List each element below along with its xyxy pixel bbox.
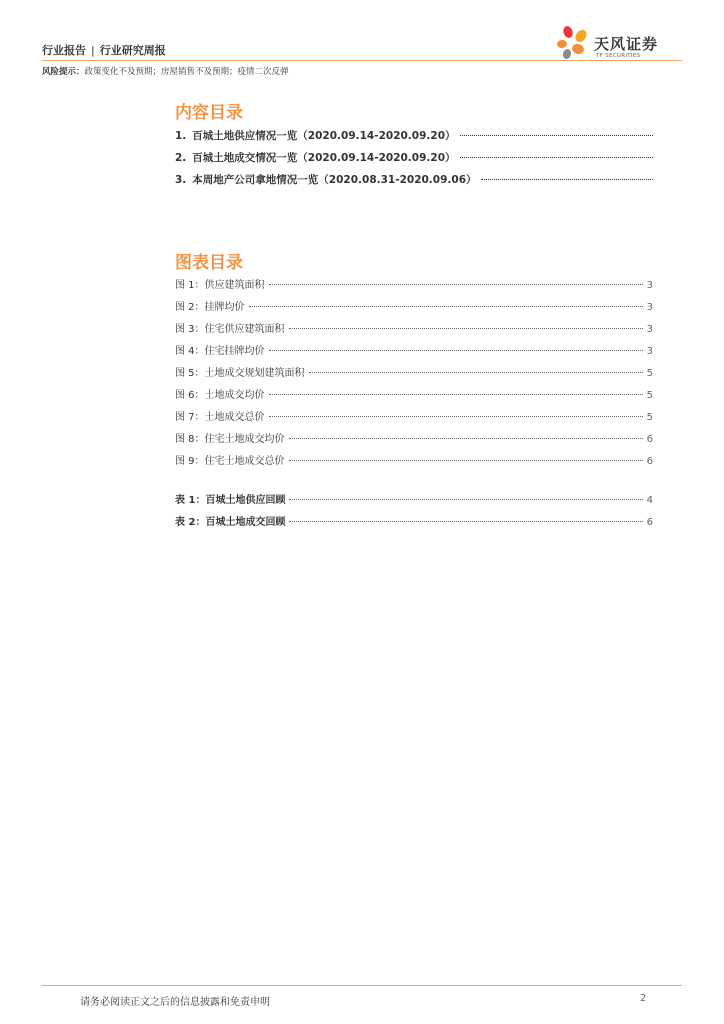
company-subtitle: TF SECURITIES [596,53,641,59]
figure-item[interactable] [175,452,653,474]
figure-item-label: 图 5：土地成交规划建筑面积 [175,368,305,379]
contents-item[interactable] [175,150,653,172]
figure-item-label: 图 2：挂牌均价 [175,302,245,313]
leader-dots [249,306,643,307]
figure-item-label: 图 6：土地成交均价 [175,390,265,401]
contents-item[interactable] [175,172,653,194]
report-type: 行业研究周报 [99,44,166,57]
figure-item[interactable] [175,298,653,320]
table-item[interactable] [175,513,653,535]
figure-item-label: 图 7：土地成交总价 [175,412,265,423]
figures-title: 图表目录 [175,253,243,273]
figure-item-label: 图 3：住宅供应建筑面积 [175,324,285,335]
leader-dots [481,179,653,180]
leader-dots [269,350,643,351]
figure-item-page: 3 [646,280,653,291]
footer-disclaimer: 请务必阅读正文之后的信息披露和免责申明 [80,997,270,1008]
figure-item-label: 图 4：住宅挂牌均价 [175,346,265,357]
contents-list [175,128,653,194]
header-divider [42,60,682,61]
figure-item-page: 3 [646,346,653,357]
contents-item-label: 百城土地供应情况一览 [192,130,298,142]
contents-item[interactable] [175,128,653,150]
figures-list [175,276,653,474]
figure-item-page: 3 [646,324,653,335]
figure-item-label: 图 9：住宅土地成交总价 [175,456,285,467]
risk-label: 风险提示： [42,67,85,77]
figure-item[interactable] [175,408,653,430]
report-category: 行业报告 [42,44,86,57]
risk-text: 政策变化不及预期；房屋销售不及预期；疫情二次反弹 [84,67,289,77]
figure-item-page: 6 [646,434,653,445]
figure-item-label: 图 1：供应建筑面积 [175,280,265,291]
table-item-label: 表 2：百城土地成交回顾 [175,517,286,528]
table-item-page: 4 [646,495,653,506]
figure-item-page: 5 [646,412,653,423]
figure-item-page: 3 [646,302,653,313]
contents-item-number: 2. [175,152,187,164]
leader-dots [289,521,642,522]
leader-dots [460,157,653,158]
leader-dots [289,460,643,461]
figure-item[interactable] [175,364,653,386]
leader-dots [269,394,643,395]
figure-item[interactable] [175,276,653,298]
report-header [42,42,166,58]
header-separator: | [91,44,95,57]
table-item[interactable] [175,491,653,513]
figure-item-page: 5 [646,390,653,401]
page-number: 2 [640,993,647,1004]
flower-logo-icon [554,24,594,64]
leader-dots [289,438,643,439]
leader-dots [309,372,643,373]
figure-item[interactable] [175,386,653,408]
footer-divider [42,985,682,986]
contents-item-date: （2020.08.31-2020.09.06） [318,174,477,186]
contents-title: 内容目录 [175,103,243,123]
tables-list [175,491,653,535]
leader-dots [289,499,642,500]
figure-item[interactable] [175,342,653,364]
figure-item-page: 5 [646,368,653,379]
contents-item-label: 百城土地成交情况一览 [192,152,298,164]
contents-item-number: 1. [175,130,187,142]
table-item-label: 表 1：百城土地供应回顾 [175,495,286,506]
leader-dots [460,135,653,136]
table-item-page: 6 [646,517,653,528]
figure-item[interactable] [175,320,653,342]
contents-item-label: 本周地产公司拿地情况一览 [192,174,319,186]
company-logo [554,24,684,64]
leader-dots [269,284,643,285]
contents-item-date: （2020.09.14-2020.09.20） [297,130,456,142]
company-name: 天风证券 [594,35,659,53]
figure-item-label: 图 8：住宅土地成交均价 [175,434,285,445]
figure-item-page: 6 [646,456,653,467]
figure-item[interactable] [175,430,653,452]
contents-item-date: （2020.09.14-2020.09.20） [297,152,456,164]
leader-dots [289,328,643,329]
leader-dots [269,416,643,417]
risk-warning [42,65,289,77]
contents-item-number: 3. [175,174,187,186]
